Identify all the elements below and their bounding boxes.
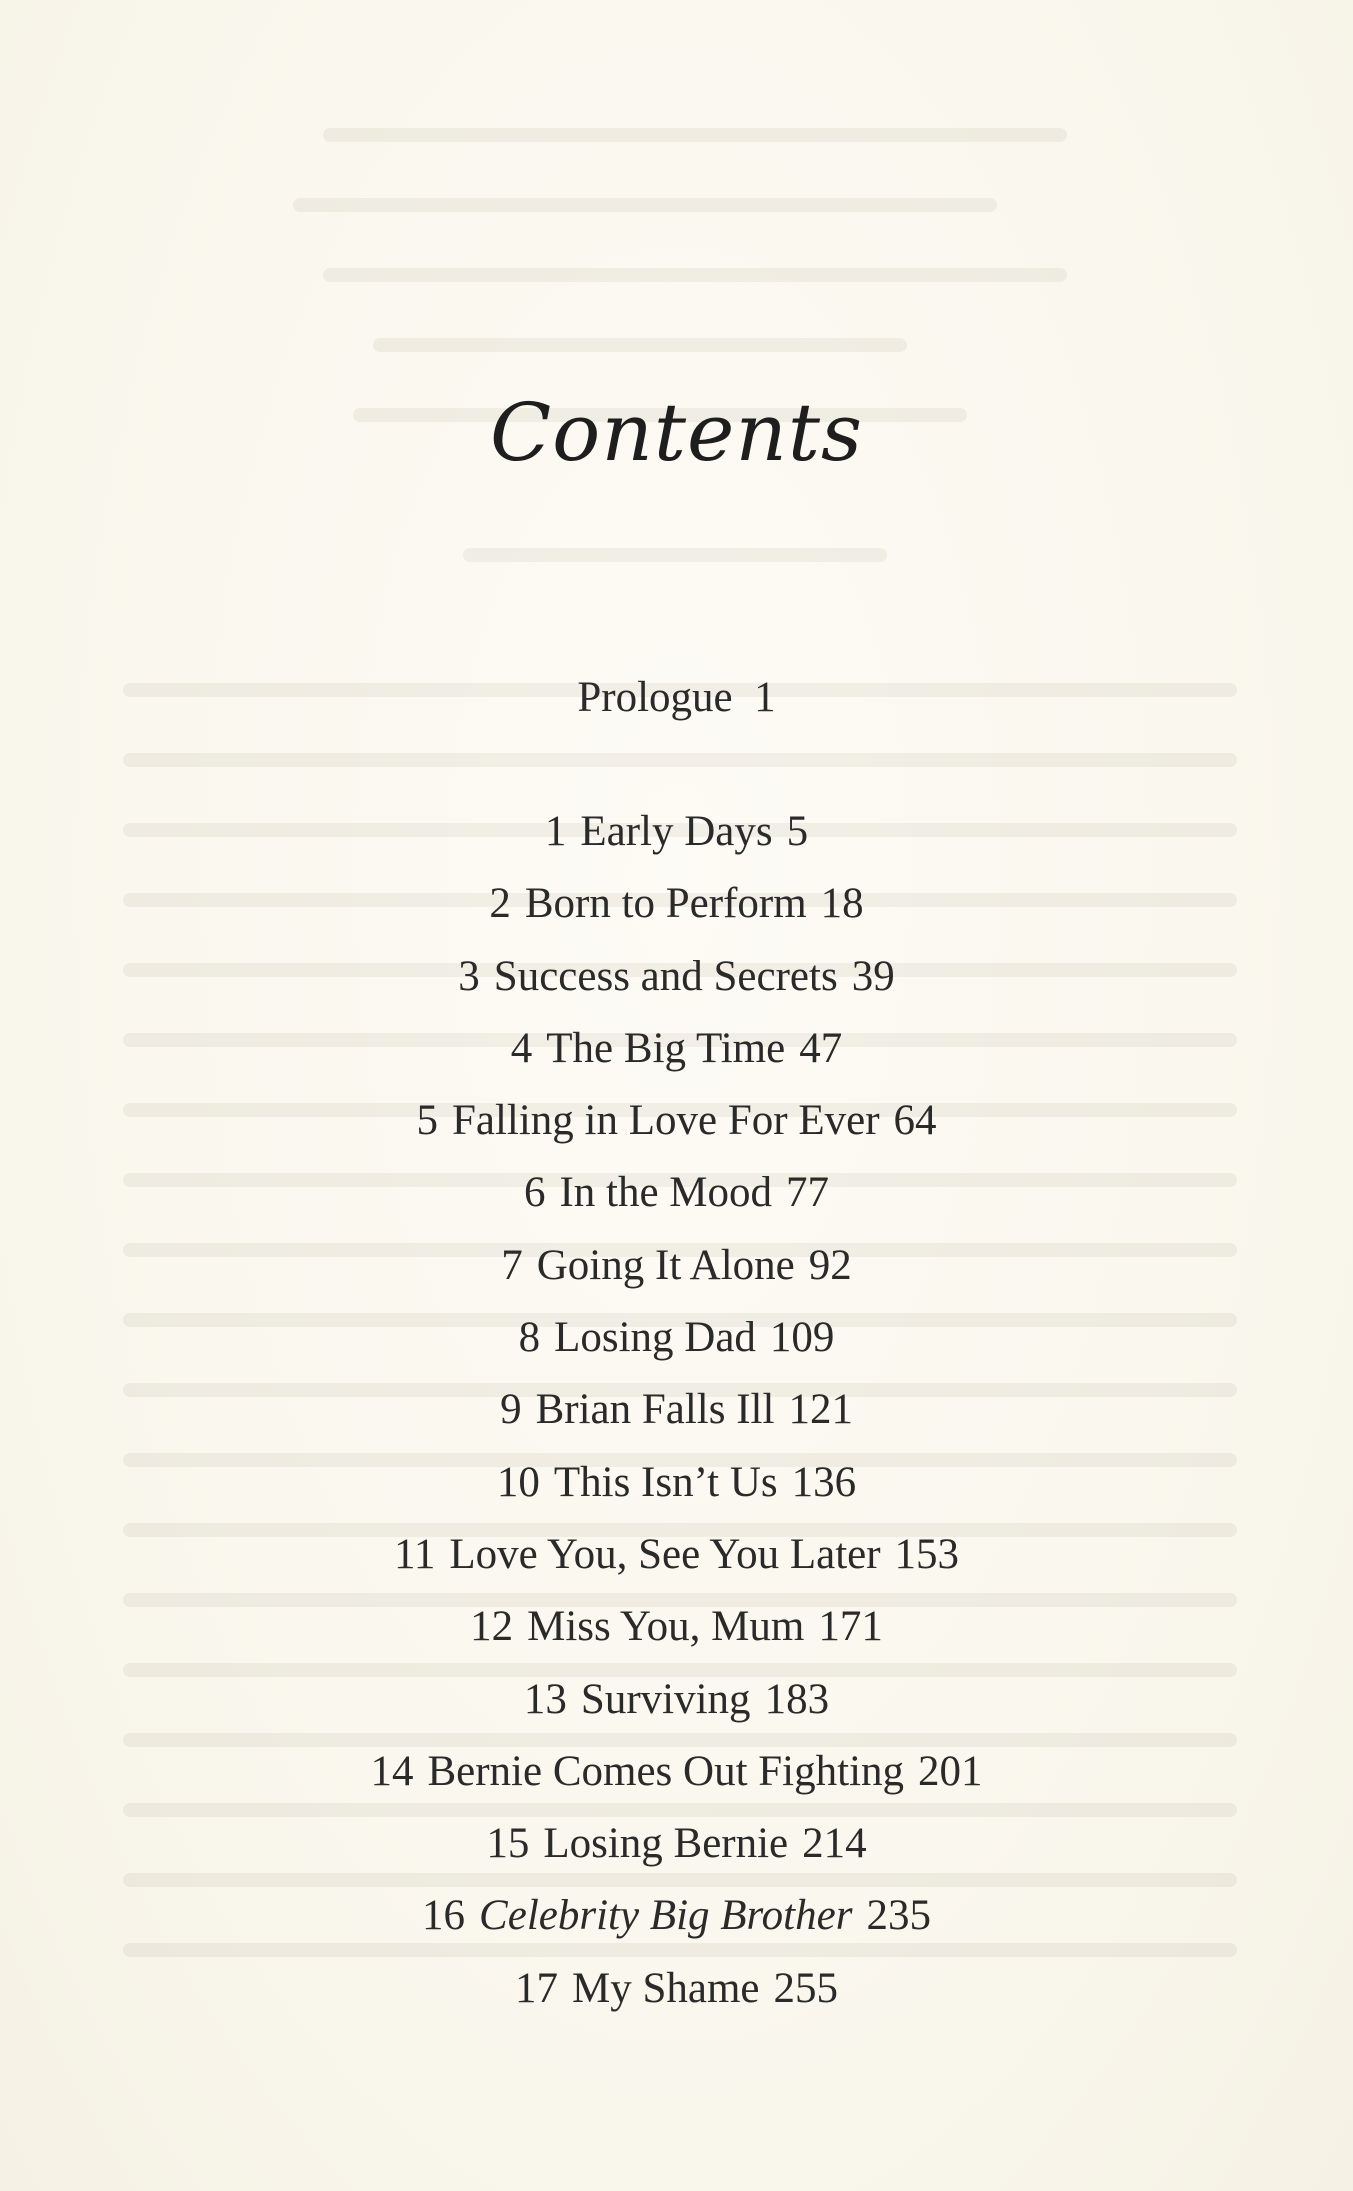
chapter-title: Surviving — [580, 1675, 751, 1723]
chapter-title: Celebrity Big Brother — [479, 1892, 853, 1940]
toc-entry — [0, 1957, 1353, 2029]
toc-entry — [0, 800, 1353, 872]
toc-entry — [0, 1089, 1353, 1161]
toc-entry — [0, 1017, 1353, 1089]
chapter-number: 5 — [416, 1097, 438, 1145]
chapter-title: Brian Falls Ill — [535, 1386, 775, 1434]
prologue-label: Prologue — [577, 674, 733, 721]
toc-prologue — [0, 666, 1353, 730]
chapter-title: Falling in Love For Ever — [451, 1097, 880, 1145]
chapter-number: 8 — [518, 1314, 541, 1362]
chapter-title: Bernie Comes Out Fighting — [427, 1747, 905, 1795]
chapter-title: Going It Alone — [536, 1241, 795, 1289]
chapter-number: 10 — [496, 1458, 540, 1506]
toc-entry — [0, 1595, 1353, 1667]
chapter-page-number: 255 — [773, 1964, 839, 2012]
chapter-title: The Big Time — [546, 1024, 786, 1072]
page-title: Contents — [489, 386, 864, 479]
toc-entry — [0, 1812, 1353, 1884]
chapter-number: 4 — [510, 1024, 533, 1072]
chapter-title: Early Days — [580, 808, 773, 855]
toc-entry — [0, 1884, 1353, 1956]
chapter-page-number: 201 — [918, 1747, 983, 1795]
chapter-title: In the Mood — [559, 1169, 773, 1217]
chapter-page-number: 64 — [893, 1097, 937, 1145]
chapter-title: My Shame — [571, 1964, 760, 2012]
chapter-page-number: 235 — [866, 1892, 931, 1940]
chapter-title: Love You, See You Later — [449, 1530, 881, 1578]
chapter-number: 7 — [501, 1241, 523, 1289]
chapter-number: 13 — [523, 1675, 567, 1723]
chapter-page-number: 109 — [769, 1314, 835, 1362]
chapter-page-number: 136 — [791, 1458, 857, 1506]
toc-entry — [0, 1161, 1353, 1233]
chapter-page-number: 121 — [788, 1386, 853, 1434]
chapter-title: Miss You, Mum — [527, 1603, 805, 1651]
toc-entry — [0, 1740, 1353, 1812]
toc-entry — [0, 1306, 1353, 1378]
chapter-number: 3 — [458, 952, 480, 1000]
chapter-title: This Isn’t Us — [553, 1458, 778, 1506]
chapter-number: 11 — [393, 1530, 436, 1578]
chapter-page-number: 171 — [818, 1603, 883, 1651]
chapter-page-number: 18 — [820, 880, 864, 928]
chapter-page-number: 214 — [802, 1820, 867, 1868]
toc-entry — [0, 1234, 1353, 1306]
toc-entry — [0, 872, 1353, 944]
chapter-title: Born to Perform — [524, 880, 807, 928]
chapter-page-number: 5 — [786, 808, 809, 855]
chapter-number: 9 — [500, 1386, 522, 1434]
chapter-page-number: 153 — [894, 1530, 960, 1578]
chapter-title: Success and Secrets — [493, 952, 838, 1000]
chapter-number: 14 — [370, 1747, 414, 1795]
toc-entry — [0, 1523, 1353, 1595]
chapter-number: 6 — [523, 1169, 546, 1217]
chapter-page-number: 92 — [808, 1241, 852, 1289]
chapter-number: 15 — [486, 1820, 530, 1868]
chapter-page-number: 47 — [799, 1024, 843, 1072]
toc-entry — [0, 1668, 1353, 1740]
table-of-contents — [0, 800, 1353, 2029]
prologue-page-number: 1 — [754, 674, 776, 721]
chapter-title: Losing Dad — [554, 1314, 756, 1362]
chapter-number: 17 — [514, 1964, 558, 2012]
toc-entry — [0, 1378, 1353, 1450]
toc-entry — [0, 945, 1353, 1017]
chapter-number: 2 — [489, 880, 511, 928]
chapter-number: 16 — [422, 1892, 466, 1940]
chapter-number: 12 — [470, 1603, 514, 1651]
toc-entry — [0, 1451, 1353, 1523]
chapter-page-number: 183 — [764, 1675, 830, 1723]
chapter-page-number: 77 — [786, 1169, 830, 1217]
chapter-title: Losing Bernie — [543, 1820, 789, 1868]
chapter-number: 1 — [544, 808, 567, 855]
chapter-page-number: 39 — [851, 952, 895, 1000]
